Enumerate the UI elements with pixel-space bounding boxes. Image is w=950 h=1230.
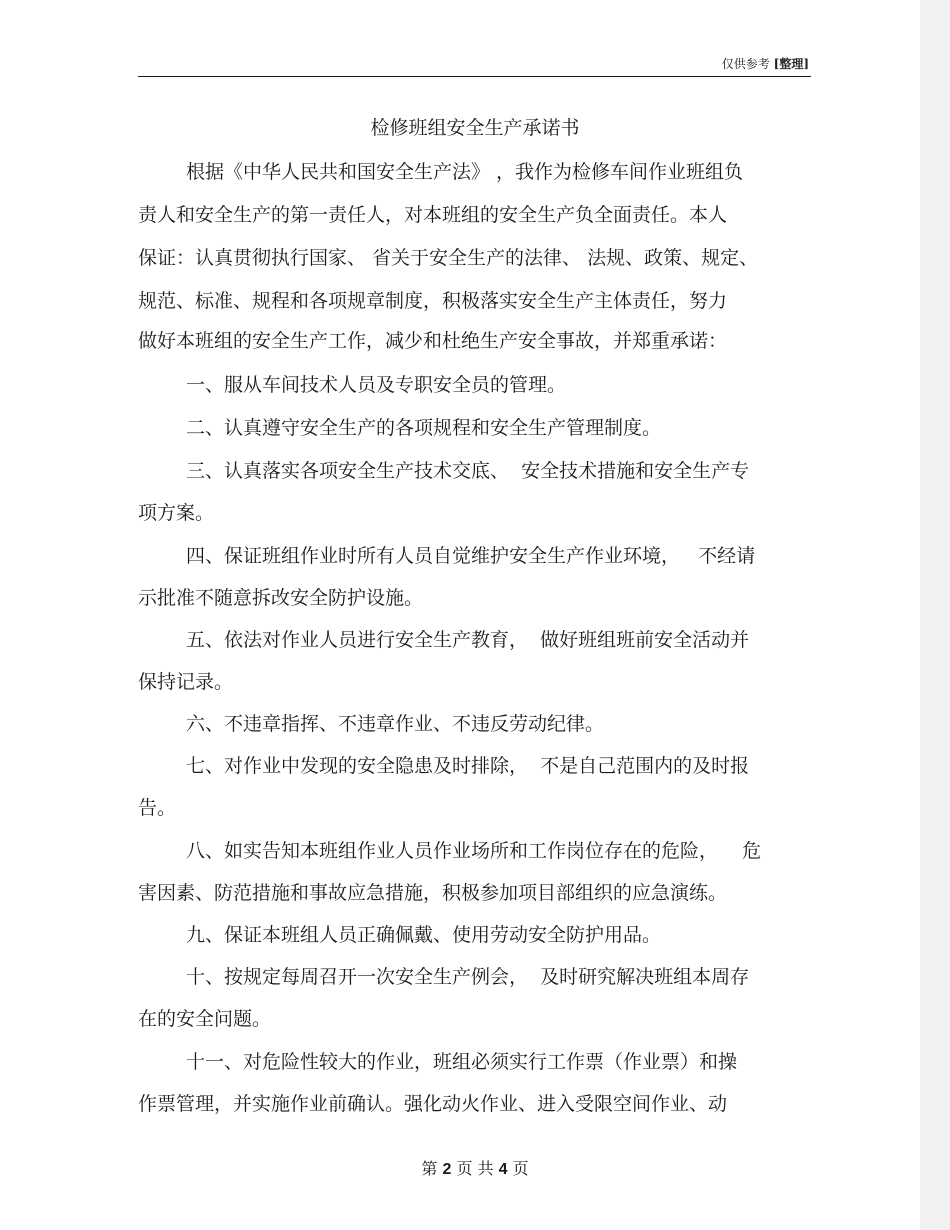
body-line: 十一、对危险性较大的作业，班组必须实行工作票（作业票）和操 bbox=[186, 1051, 738, 1073]
footer-current-page: 2 bbox=[442, 1161, 452, 1178]
body-line: 保持记录。 bbox=[138, 671, 234, 693]
body-line: 规范、标准、规程和各项规章制度，积极落实安全生产主体责任，努力 bbox=[138, 290, 728, 312]
body-line: 一、服从车间技术人员及专职安全员的管理。 bbox=[186, 374, 567, 396]
body-line: 三、认真落实各项安全生产技术交底、 安全技术措施和安全生产专 bbox=[186, 460, 750, 482]
viewer-gutter bbox=[920, 0, 950, 1230]
body-line: 九、保证本班组人员正确佩戴、使用劳动安全防护用品。 bbox=[186, 924, 662, 946]
body-line: 项方案。 bbox=[138, 502, 215, 524]
body-line: 保证：认真贯彻执行国家、 省关于安全生产的法律、 法规、政策、规定、 bbox=[138, 247, 759, 269]
footer-prefix: 第 bbox=[421, 1159, 443, 1178]
body-line: 在的安全问题。 bbox=[138, 1008, 272, 1030]
body-line: 二、认真遵守安全生产的各项规程和安全生产管理制度。 bbox=[186, 417, 662, 439]
body-line: 八、如实告知本班组作业人员作业场所和工作岗位存在的危险， 危 bbox=[186, 840, 762, 862]
body-line: 作票管理，并实施作业前确认。强化动火作业、进入受限空间作业、动 bbox=[138, 1093, 728, 1115]
header-tag: [整理] bbox=[773, 57, 809, 71]
header-label: 仅供参考 bbox=[721, 57, 770, 71]
footer-total-pages: 4 bbox=[498, 1161, 508, 1178]
body-line: 根据《中华人民共和国安全生产法》 ，我作为检修车间作业班组负 bbox=[186, 161, 744, 183]
body-line: 害因素、防范措施和事故应急措施，积极参加项目部组织的应急演练。 bbox=[138, 882, 728, 904]
body-line: 告。 bbox=[138, 797, 177, 819]
body-line: 六、不违章指挥、不违章作业、不违反劳动纪律。 bbox=[186, 713, 605, 735]
header-rule bbox=[138, 76, 811, 77]
page-footer bbox=[0, 1156, 950, 1179]
body-line: 七、对作业中发现的安全隐患及时排除， 不是自己范围内的及时报 bbox=[186, 755, 750, 777]
body-line: 做好本班组的安全生产工作，减少和杜绝生产安全事故，并郑重承诺： bbox=[138, 330, 728, 352]
footer-suffix: 页 bbox=[507, 1159, 529, 1178]
body-line: 五、依法对作业人员进行安全生产教育， 做好班组班前安全活动并 bbox=[186, 629, 750, 651]
page-header bbox=[722, 55, 809, 72]
body-line: 四、保证班组作业时所有人员自觉维护安全生产作业环境， 不经请 bbox=[186, 545, 756, 567]
body-line: 十、按规定每周召开一次安全生产例会， 及时研究解决班组本周存 bbox=[186, 966, 750, 988]
document-title: 检修班组安全生产承诺书 bbox=[370, 117, 580, 139]
body-line: 责人和安全生产的第一责任人，对本班组的安全生产负全面责任。本人 bbox=[138, 204, 728, 226]
body-line: 示批准不随意拆改安全防护设施。 bbox=[138, 587, 424, 609]
footer-middle: 页 共 bbox=[451, 1159, 499, 1178]
